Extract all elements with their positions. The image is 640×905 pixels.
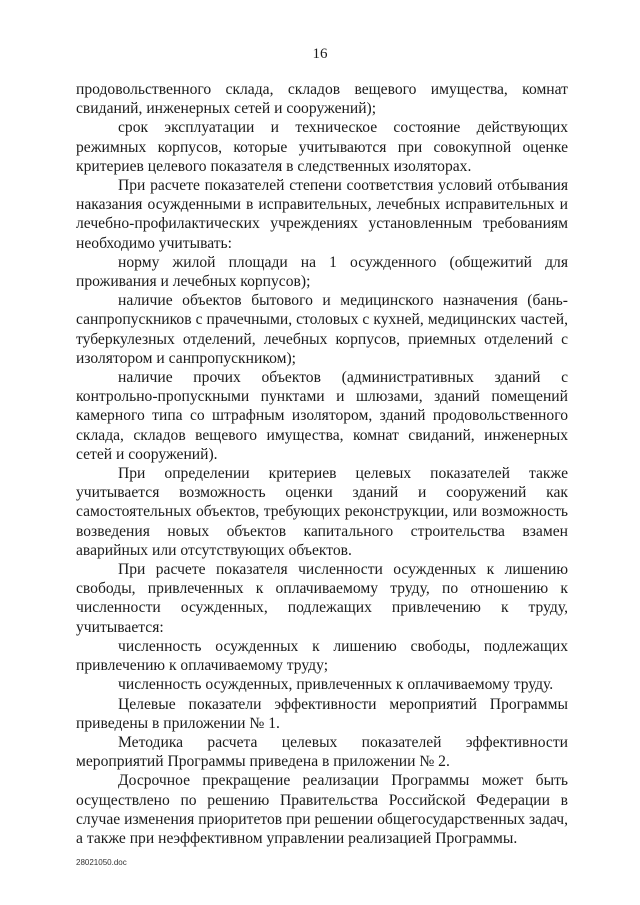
paragraph: продовольственного склада, складов вещевого имущества, комнат свиданий, инженерных сетей и сооружений); xyxy=(76,81,568,118)
document-body xyxy=(76,80,568,848)
paragraph: Досрочное прекращение реализации Программы может быть осуществлено по решению Правительства Российской Федерации в случае изменения приоритетов при решении общегосударственных задач, а также при неэффективном управлении реализацией Программы. xyxy=(76,772,568,847)
paragraph: норму жилой площади на 1 осужденного (общежитий для проживания и лечебных корпусов); xyxy=(76,253,568,291)
paragraph: При расчете показателя численности осужденных к лишению свободы, привлеченных к оплачиваемому труду, по отношению к численности осужденных, подлежащих привлечению к труду, учитывается: xyxy=(76,561,568,636)
paragraph: Методика расчета целевых показателей эффективности мероприятий Программы приведена в приложении № 2. xyxy=(76,733,568,771)
paragraph: При расчете показателей степени соответствия условий отбывания наказания осужденными в исправительных, лечебных исправительных и лечебно-профилактических учреждениях установленным требованиям необходимо учитывать: xyxy=(76,177,568,252)
paragraph: численность осужденных к лишению свободы, подлежащих привлечению к оплачиваемому труду; xyxy=(76,637,568,675)
paragraph: срок эксплуатации и техническое состояние действующих режимных корпусов, которые учитываются при совокупной оценке критериев целевого показателя в следственных изоляторах. xyxy=(76,119,568,175)
paragraph: наличие объектов бытового и медицинского назначения (бань-санпропускников с прачечными, столовых с кухней, медицинских частей, туберкулезных отделений, лечебных корпусов, приемных отделений с изолятором и санпропускником); xyxy=(76,292,568,367)
paragraph: численность осужденных, привлеченных к оплачиваемому труду. xyxy=(118,676,554,694)
file-name-footer: 28021050.doc xyxy=(76,858,127,867)
paragraph: Целевые показатели эффективности мероприятий Программы приведены в приложении № 1. xyxy=(76,695,568,732)
page-number: 16 xyxy=(312,46,328,62)
paragraph: наличие прочих объектов (административных зданий с контрольно-пропускными пунктами и шлюзами, зданий помещений камерного типа со штрафным изолятором, зданий продовольственного склада, складов вещевого имущества, комнат свиданий, инженерных сетей и сооружений). xyxy=(76,369,568,463)
paragraph: При определении критериев целевых показателей также учитывается возможность оценки зданий и сооружений как самостоятельных объектов, требующих реконструкции, или возможность возведения новых объектов капитального строительства взамен аварийных или отсутствующих объектов. xyxy=(76,465,568,559)
